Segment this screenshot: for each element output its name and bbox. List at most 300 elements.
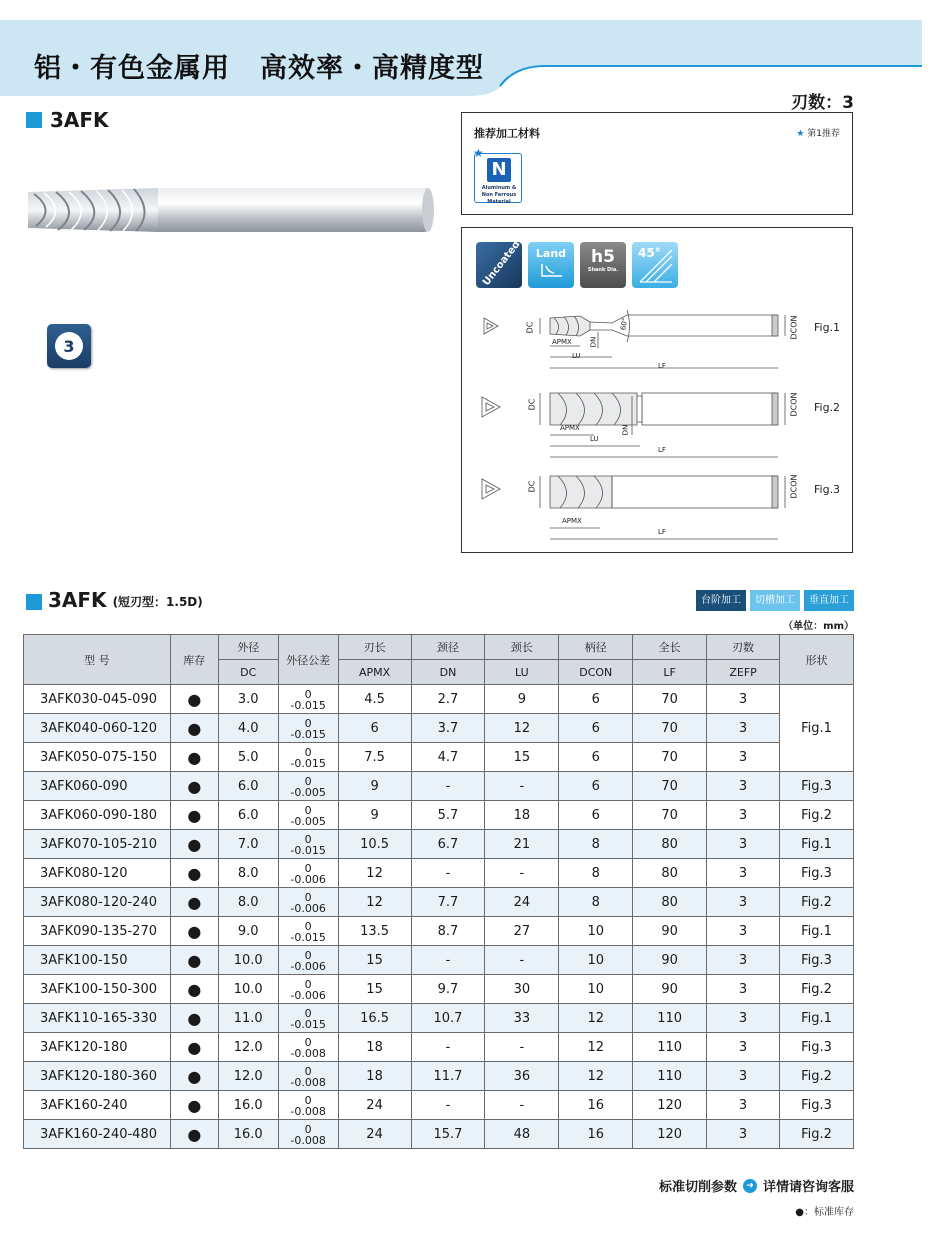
flute-count: 刃数：3 xyxy=(791,93,854,113)
table-row xyxy=(24,975,854,1004)
dc-cell: 10.0 xyxy=(218,975,278,1004)
shape-cell: Fig.3 xyxy=(780,772,854,801)
square-bullet-icon xyxy=(26,594,42,610)
flute-badge-number: 3 xyxy=(55,332,83,360)
lu-cell: 30 xyxy=(485,975,559,1004)
zefp-cell: 3 xyxy=(707,1033,780,1062)
h5-shank-icon xyxy=(580,242,626,288)
table-row xyxy=(24,1091,854,1120)
dcon-cell: 10 xyxy=(559,975,633,1004)
tolerance-cell xyxy=(278,714,338,743)
dn-cell: - xyxy=(411,772,485,801)
subheader-lf: LF xyxy=(633,660,707,685)
tolerance-lower: -0.006 xyxy=(290,901,326,915)
table-row xyxy=(24,1033,854,1062)
shape-cell: Fig.1 xyxy=(780,917,854,946)
subheader-lu: LU xyxy=(485,660,559,685)
apmx-label-fig3: APMX xyxy=(562,517,582,525)
series-name: 3AFK xyxy=(50,108,109,132)
tolerance-upper: 0 xyxy=(304,803,312,817)
dcon-cell: 6 xyxy=(559,801,633,830)
tolerance-upper: 0 xyxy=(304,948,312,962)
app-tag-shoulder: 台阶加工 xyxy=(696,590,746,611)
shape-cell: Fig.3 xyxy=(780,859,854,888)
subheader-dc: DC xyxy=(218,660,278,685)
tolerance-lower: -0.015 xyxy=(290,1017,326,1031)
fig-3-label: Fig.3 xyxy=(814,483,841,496)
lu-cell: 21 xyxy=(485,830,559,859)
tolerance-upper: 0 xyxy=(304,919,312,933)
model-cell: 3AFK110-165-330 xyxy=(24,1004,171,1033)
three-flute-badge xyxy=(47,324,91,368)
cutting-params-label: 标准切削参数 xyxy=(658,1180,737,1195)
zefp-cell: 3 xyxy=(707,685,780,714)
tolerance-upper: 0 xyxy=(304,890,312,904)
lf-cell: 120 xyxy=(633,1091,707,1120)
shape-cell: Fig.1 xyxy=(780,830,854,859)
tolerance-upper: 0 xyxy=(304,861,312,875)
stock-cell: ● xyxy=(170,859,218,888)
tolerance-lower: -0.015 xyxy=(290,930,326,944)
table-row xyxy=(24,772,854,801)
header-model: 型 号 xyxy=(24,635,171,685)
page-title xyxy=(34,46,484,85)
dcon-cell: 16 xyxy=(559,1091,633,1120)
dn-cell: 4.7 xyxy=(411,743,485,772)
tolerance-lower: -0.006 xyxy=(290,872,326,886)
tolerance-cell xyxy=(278,1033,338,1062)
lu-cell: - xyxy=(485,772,559,801)
lu-cell: 33 xyxy=(485,1004,559,1033)
stock-cell: ● xyxy=(170,743,218,772)
lf-cell: 70 xyxy=(633,714,707,743)
zefp-cell: 3 xyxy=(707,946,780,975)
table-row xyxy=(24,859,854,888)
table-header-row xyxy=(24,635,854,660)
land-label: Land xyxy=(535,247,567,260)
lf-cell: 70 xyxy=(633,801,707,830)
table-series-note: (短刃型：1.5D) xyxy=(112,595,203,609)
lu-cell: 15 xyxy=(485,743,559,772)
dcon-label-fig3: DCON xyxy=(789,474,799,499)
dn-cell: 9.7 xyxy=(411,975,485,1004)
tolerance-cell xyxy=(278,975,338,1004)
lf-cell: 120 xyxy=(633,1120,707,1149)
apmx-cell: 10.5 xyxy=(338,830,411,859)
apmx-cell: 15 xyxy=(338,975,411,1004)
app-tag-plunge: 垂直加工 xyxy=(804,590,854,611)
dcon-cell: 6 xyxy=(559,743,633,772)
model-cell: 3AFK060-090 xyxy=(24,772,171,801)
tolerance-lower: -0.015 xyxy=(290,843,326,857)
tolerance-cell xyxy=(278,1091,338,1120)
stock-cell: ● xyxy=(170,975,218,1004)
model-cell: 3AFK080-120-240 xyxy=(24,888,171,917)
dcon-cell: 12 xyxy=(559,1004,633,1033)
model-cell: 3AFK100-150 xyxy=(24,946,171,975)
dcon-cell: 12 xyxy=(559,1033,633,1062)
table-row xyxy=(24,917,854,946)
dn-cell: - xyxy=(411,1091,485,1120)
dc-cell: 8.0 xyxy=(218,888,278,917)
land-icon xyxy=(528,242,574,288)
apmx-label-fig1: APMX xyxy=(552,338,572,346)
tolerance-upper: 0 xyxy=(304,745,312,759)
apmx-cell: 24 xyxy=(338,1120,411,1149)
shape-cell: Fig.2 xyxy=(780,1062,854,1091)
dc-cell: 8.0 xyxy=(218,859,278,888)
dc-cell: 10.0 xyxy=(218,946,278,975)
lf-cell: 90 xyxy=(633,946,707,975)
lu-cell: 18 xyxy=(485,801,559,830)
dc-cell: 6.0 xyxy=(218,772,278,801)
apmx-cell: 9 xyxy=(338,772,411,801)
dn-cell: 3.7 xyxy=(411,714,485,743)
dcon-label-fig1: DCON xyxy=(789,315,799,340)
dc-cell: 12.0 xyxy=(218,1033,278,1062)
table-row xyxy=(24,743,854,772)
table-row xyxy=(24,1120,854,1149)
model-cell: 3AFK090-135-270 xyxy=(24,917,171,946)
square-bullet-icon xyxy=(26,112,42,128)
lu-cell: 36 xyxy=(485,1062,559,1091)
dn-cell: - xyxy=(411,946,485,975)
shape-cell: Fig.1 xyxy=(780,685,854,772)
material-caption-line-2: Non Ferrous Material xyxy=(481,192,517,205)
lf-cell: 70 xyxy=(633,772,707,801)
dcon-cell: 10 xyxy=(559,917,633,946)
material-title: 推荐加工材料 xyxy=(474,127,540,140)
subheader-dn: DN xyxy=(411,660,485,685)
lf-cell: 80 xyxy=(633,859,707,888)
end-mill-image xyxy=(26,180,436,240)
star-icon: ★ xyxy=(473,146,484,160)
subheader-dcon: DCON xyxy=(559,660,633,685)
tolerance-upper: 0 xyxy=(304,774,312,788)
stock-cell: ● xyxy=(170,772,218,801)
model-cell: 3AFK160-240 xyxy=(24,1091,171,1120)
lu-cell: 24 xyxy=(485,888,559,917)
lf-cell: 110 xyxy=(633,1062,707,1091)
angle-label: 60° xyxy=(619,317,630,331)
stock-legend: ●：标准库存 xyxy=(795,1207,854,1218)
tolerance-upper: 0 xyxy=(304,1006,312,1020)
stock-cell: ● xyxy=(170,685,218,714)
model-cell: 3AFK100-150-300 xyxy=(24,975,171,1004)
model-cell: 3AFK060-090-180 xyxy=(24,801,171,830)
lf-cell: 80 xyxy=(633,830,707,859)
model-cell: 3AFK080-120 xyxy=(24,859,171,888)
dn-cell: 10.7 xyxy=(411,1004,485,1033)
stock-cell: ● xyxy=(170,1004,218,1033)
header-dn: 颈径 xyxy=(411,635,485,660)
zefp-cell: 3 xyxy=(707,917,780,946)
table-row xyxy=(24,685,854,714)
dn-cell: - xyxy=(411,1033,485,1062)
table-series-name: 3AFK xyxy=(48,588,107,612)
fig-1-label: Fig.1 xyxy=(814,321,841,334)
header-lu: 颈长 xyxy=(485,635,559,660)
apmx-cell: 4.5 xyxy=(338,685,411,714)
model-cell: 3AFK070-105-210 xyxy=(24,830,171,859)
shape-cell: Fig.3 xyxy=(780,946,854,975)
shape-cell: Fig.2 xyxy=(780,801,854,830)
header-dc: 外径 xyxy=(218,635,278,660)
apmx-cell: 12 xyxy=(338,859,411,888)
tolerance-cell xyxy=(278,1120,338,1149)
lu-cell: 9 xyxy=(485,685,559,714)
dcon-cell: 6 xyxy=(559,685,633,714)
dc-cell: 16.0 xyxy=(218,1120,278,1149)
material-caption-line-1: Aluminum & xyxy=(481,185,517,191)
tolerance-lower: -0.006 xyxy=(290,959,326,973)
dc-label-fig3: DC xyxy=(527,480,537,493)
zefp-cell: 3 xyxy=(707,1120,780,1149)
tolerance-cell xyxy=(278,917,338,946)
dcon-cell: 12 xyxy=(559,1062,633,1091)
dc-label-fig2: DC xyxy=(527,398,537,411)
lf-cell: 70 xyxy=(633,743,707,772)
apmx-cell: 16.5 xyxy=(338,1004,411,1033)
shape-cell: Fig.2 xyxy=(780,888,854,917)
apmx-cell: 13.5 xyxy=(338,917,411,946)
title-part-2: 高效率・高精度型 xyxy=(260,53,484,84)
model-cell: 3AFK120-180 xyxy=(24,1033,171,1062)
lu-cell: - xyxy=(485,1091,559,1120)
stock-cell: ● xyxy=(170,946,218,975)
tolerance-lower: -0.005 xyxy=(290,814,326,828)
dc-cell: 12.0 xyxy=(218,1062,278,1091)
tolerance-cell xyxy=(278,859,338,888)
lu-cell: - xyxy=(485,1033,559,1062)
dn-cell: 5.7 xyxy=(411,801,485,830)
material-box xyxy=(461,112,853,215)
subheader-zefp: ZEFP xyxy=(707,660,780,685)
dc-cell: 4.0 xyxy=(218,714,278,743)
tolerance-cell xyxy=(278,1062,338,1091)
stock-cell: ● xyxy=(170,1033,218,1062)
tolerance-lower: -0.008 xyxy=(290,1046,326,1060)
table-body xyxy=(24,685,854,1149)
apmx-cell: 12 xyxy=(338,888,411,917)
dc-label-fig1: DC xyxy=(525,321,535,334)
fig-2-label: Fig.2 xyxy=(814,401,841,414)
stock-cell: ● xyxy=(170,1062,218,1091)
shape-cell: Fig.2 xyxy=(780,975,854,1004)
dn-cell: 7.7 xyxy=(411,888,485,917)
dcon-label-fig2: DCON xyxy=(789,392,799,417)
zefp-cell: 3 xyxy=(707,859,780,888)
lu-cell: - xyxy=(485,946,559,975)
zefp-cell: 3 xyxy=(707,1004,780,1033)
apmx-cell: 15 xyxy=(338,946,411,975)
zefp-cell: 3 xyxy=(707,714,780,743)
lf-cell: 90 xyxy=(633,975,707,1004)
shape-cell: Fig.1 xyxy=(780,1004,854,1033)
tolerance-lower: -0.005 xyxy=(290,785,326,799)
lf-cell: 90 xyxy=(633,917,707,946)
lf-cell: 110 xyxy=(633,1033,707,1062)
dcon-cell: 8 xyxy=(559,830,633,859)
lu-cell: 27 xyxy=(485,917,559,946)
tolerance-lower: -0.015 xyxy=(290,756,326,770)
tolerance-upper: 0 xyxy=(304,977,312,991)
dcon-cell: 16 xyxy=(559,1120,633,1149)
tolerance-cell xyxy=(278,801,338,830)
tolerance-upper: 0 xyxy=(304,687,312,701)
dcon-cell: 8 xyxy=(559,888,633,917)
series-label xyxy=(26,108,109,132)
shape-cell: Fig.3 xyxy=(780,1033,854,1062)
zefp-cell: 3 xyxy=(707,801,780,830)
tolerance-lower: -0.008 xyxy=(290,1133,326,1147)
tolerance-upper: 0 xyxy=(304,716,312,730)
tolerance-cell xyxy=(278,946,338,975)
apmx-label-fig2: APMX xyxy=(560,424,580,432)
stock-cell: ● xyxy=(170,714,218,743)
table-row xyxy=(24,888,854,917)
uncoated-label: Uncoated xyxy=(480,239,523,288)
apmx-cell: 9 xyxy=(338,801,411,830)
model-cell: 3AFK040-060-120 xyxy=(24,714,171,743)
table-row xyxy=(24,801,854,830)
apmx-cell: 6 xyxy=(338,714,411,743)
apmx-cell: 18 xyxy=(338,1062,411,1091)
tolerance-lower: -0.006 xyxy=(290,988,326,1002)
table-series-label xyxy=(26,590,203,610)
recommend-label: 第1推荐 xyxy=(807,129,840,139)
lf-label-fig1: LF xyxy=(658,362,666,370)
zefp-cell: 3 xyxy=(707,1091,780,1120)
apmx-cell: 7.5 xyxy=(338,743,411,772)
dc-cell: 5.0 xyxy=(218,743,278,772)
dn-cell: 8.7 xyxy=(411,917,485,946)
dc-cell: 11.0 xyxy=(218,1004,278,1033)
dn-cell: 11.7 xyxy=(411,1062,485,1091)
stock-cell: ● xyxy=(170,830,218,859)
tolerance-cell xyxy=(278,743,338,772)
stock-cell: ● xyxy=(170,1091,218,1120)
header-lf: 全长 xyxy=(633,635,707,660)
unit-label: （单位：mm） xyxy=(783,621,854,632)
app-tag-slot: 切槽加工 xyxy=(750,590,800,611)
lu-label-fig1: LU xyxy=(572,352,581,360)
dcon-cell: 8 xyxy=(559,859,633,888)
helix-symbol-icon xyxy=(632,242,678,288)
table-row xyxy=(24,714,854,743)
application-tags xyxy=(696,590,854,611)
tolerance-upper: 0 xyxy=(304,832,312,846)
zefp-cell: 3 xyxy=(707,888,780,917)
model-cell: 3AFK160-240-480 xyxy=(24,1120,171,1149)
h5-caption: Shank Dia. xyxy=(587,267,619,273)
tolerance-lower: -0.015 xyxy=(290,698,326,712)
arrow-right-icon: ➜ xyxy=(743,1179,757,1193)
dn-cell: 15.7 xyxy=(411,1120,485,1149)
dn-cell: 6.7 xyxy=(411,830,485,859)
spec-table xyxy=(23,634,854,1149)
tolerance-cell xyxy=(278,888,338,917)
zefp-cell: 3 xyxy=(707,830,780,859)
cutting-params-link[interactable] xyxy=(659,1176,854,1195)
material-badge-n xyxy=(473,146,522,205)
header-zefp: 刃数 xyxy=(707,635,780,660)
table-row xyxy=(24,830,854,859)
tolerance-upper: 0 xyxy=(304,1035,312,1049)
dcon-cell: 6 xyxy=(559,772,633,801)
shape-cell: Fig.2 xyxy=(780,1120,854,1149)
dc-cell: 9.0 xyxy=(218,917,278,946)
lu-label-fig2: LU xyxy=(590,435,599,443)
tolerance-cell xyxy=(278,1004,338,1033)
tolerance-lower: -0.015 xyxy=(290,727,326,741)
lu-cell: - xyxy=(485,859,559,888)
dcon-cell: 10 xyxy=(559,946,633,975)
dn-label-fig1: DN xyxy=(589,336,598,348)
helix-45-icon xyxy=(632,242,678,288)
uncoated-icon xyxy=(476,239,523,288)
tolerance-cell xyxy=(278,830,338,859)
helix-angle-label: 45° xyxy=(638,246,661,260)
lu-cell: 48 xyxy=(485,1120,559,1149)
lf-label-fig2: LF xyxy=(658,446,666,454)
dc-cell: 3.0 xyxy=(218,685,278,714)
zefp-cell: 3 xyxy=(707,772,780,801)
tolerance-lower: -0.008 xyxy=(290,1075,326,1089)
h5-label: h5 xyxy=(591,247,615,267)
lf-cell: 70 xyxy=(633,685,707,714)
model-cell: 3AFK120-180-360 xyxy=(24,1062,171,1091)
stock-cell: ● xyxy=(170,801,218,830)
star-icon: ★ xyxy=(796,129,805,139)
dn-cell: - xyxy=(411,859,485,888)
dc-cell: 6.0 xyxy=(218,801,278,830)
material-caption xyxy=(476,185,522,206)
table-row xyxy=(24,946,854,975)
recommend-note xyxy=(796,126,840,139)
table-row xyxy=(24,1004,854,1033)
material-letter: N xyxy=(487,158,511,182)
apmx-cell: 24 xyxy=(338,1091,411,1120)
spec-box xyxy=(461,227,853,553)
lf-label-fig3: LF xyxy=(658,528,666,536)
lf-cell: 110 xyxy=(633,1004,707,1033)
tolerance-lower: -0.008 xyxy=(290,1104,326,1118)
model-cell: 3AFK050-075-150 xyxy=(24,743,171,772)
stock-cell: ● xyxy=(170,1120,218,1149)
header-dcon: 柄径 xyxy=(559,635,633,660)
dn-label-fig2: DN xyxy=(621,424,630,436)
lu-cell: 12 xyxy=(485,714,559,743)
tolerance-cell xyxy=(278,772,338,801)
tolerance-upper: 0 xyxy=(304,1122,312,1136)
apmx-cell: 18 xyxy=(338,1033,411,1062)
zefp-cell: 3 xyxy=(707,743,780,772)
dn-cell: 2.7 xyxy=(411,685,485,714)
tolerance-upper: 0 xyxy=(304,1064,312,1078)
header-stock: 库存 xyxy=(170,635,218,685)
contact-service-text: 详情请咨询客服 xyxy=(762,1180,854,1195)
zefp-cell: 3 xyxy=(707,1062,780,1091)
header-shape: 形状 xyxy=(780,635,854,685)
dc-cell: 16.0 xyxy=(218,1091,278,1120)
title-part-1: 铝・有色金属用 xyxy=(34,53,230,84)
header-apmx: 刃长 xyxy=(338,635,411,660)
stock-cell: ● xyxy=(170,888,218,917)
stock-cell: ● xyxy=(170,917,218,946)
subheader-apmx: APMX xyxy=(338,660,411,685)
dc-cell: 7.0 xyxy=(218,830,278,859)
